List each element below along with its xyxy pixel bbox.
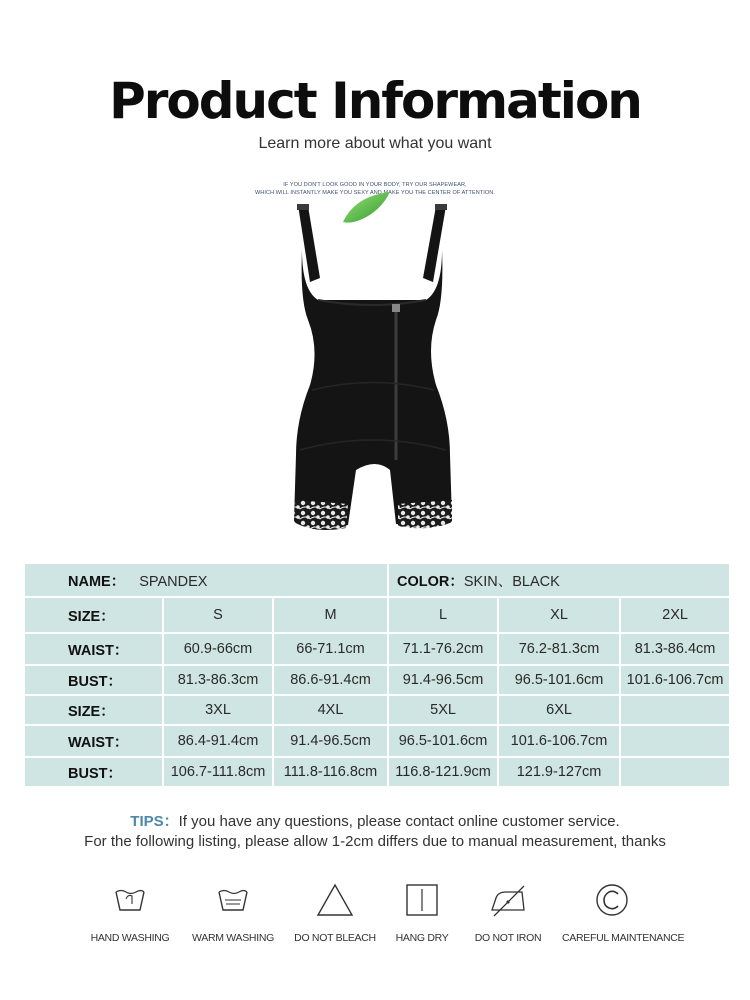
color-value: SKIN、BLACK [463, 573, 560, 590]
careful-maintenance-icon [592, 880, 632, 920]
care-label: CAREFUL MAINTENANCE [562, 932, 685, 944]
table-cell: 3XL [163, 695, 273, 725]
table-cell: 106.7-111.8cm [163, 757, 273, 787]
row-label: BUST： [24, 757, 163, 787]
table-cell: 4XL [273, 695, 388, 725]
row-label: SIZE： [24, 597, 163, 633]
page-subtitle: Learn more about what you want [258, 135, 492, 152]
table-cell: 111.8-116.8cm [273, 757, 388, 787]
care-instructions [80, 880, 685, 950]
right-lace [398, 500, 452, 528]
row-label: SIZE： [24, 695, 163, 725]
table-cell: 86.4-91.4cm [163, 725, 273, 757]
row-label: WAIST： [24, 633, 163, 665]
color-cell [388, 563, 730, 597]
table-cell [620, 725, 730, 757]
table-cell: 121.9-127cm [498, 757, 620, 787]
hang-dry-icon [402, 880, 442, 920]
table-cell: 71.1-76.2cm [388, 633, 498, 665]
care-item-warm-washing [183, 880, 283, 944]
table-cell: 91.4-96.5cm [388, 665, 498, 695]
table-cell [620, 757, 730, 787]
tips-text-1: If you have any questions, please contact online customer service. [178, 813, 620, 830]
material-cell [24, 563, 388, 597]
do-not-bleach-icon [315, 880, 355, 920]
table-cell: 116.8-121.9cm [388, 757, 498, 787]
table-cell [620, 695, 730, 725]
product-image [240, 170, 510, 550]
table-cell: 101.6-106.7cm [498, 725, 620, 757]
care-item-careful-maintenance [562, 880, 685, 944]
care-item-do-not-bleach [285, 880, 385, 944]
table-cell: 96.5-101.6cm [498, 665, 620, 695]
table-cell: S [163, 597, 273, 633]
warm-washing-icon [213, 880, 253, 920]
name-label: NAME： [68, 573, 126, 590]
table-cell: 86.6-91.4cm [273, 665, 388, 695]
tips-line-1 [0, 812, 750, 832]
hand-washing-icon [110, 880, 150, 920]
table-row [24, 695, 730, 725]
table-cell: 81.3-86.3cm [163, 665, 273, 695]
name-value: SPANDEX [139, 573, 208, 590]
care-item-hand-washing [80, 880, 180, 944]
table-cell: 66-71.1cm [273, 633, 388, 665]
color-label: COLOR： [397, 573, 464, 590]
care-label: HAND WASHING [90, 932, 170, 944]
row-label: WAIST： [24, 725, 163, 757]
row-label: BUST： [24, 665, 163, 695]
slogan-line-1: IF YOU DON'T LOOK GOOD IN YOUR BODY, TRY OUR SHAPEWEAR, [283, 182, 467, 188]
left-lace [294, 500, 348, 530]
care-item-do-not-iron [458, 880, 558, 944]
size-table [23, 562, 729, 786]
bodysuit-illustration [240, 170, 510, 550]
left-strap [298, 205, 320, 282]
do-not-iron-icon [488, 880, 528, 920]
table-cell: 2XL [620, 597, 730, 633]
table-cell: 76.2-81.3cm [498, 633, 620, 665]
slogan-line-2: WHICH WILL INSTANTLY MAKE YOU SEXY AND MAKE YOU THE CENTER OF ATTENTION. [255, 190, 495, 196]
tips [0, 812, 750, 852]
table-cell: L [388, 597, 498, 633]
table-cell: M [273, 597, 388, 633]
tips-text-2: For the following listing, please allow 1-2cm differs due to manual measurement, thanks [84, 833, 666, 850]
table-cell: 101.6-106.7cm [620, 665, 730, 695]
leaf-icon [343, 192, 390, 223]
table-cell: 60.9-66cm [163, 633, 273, 665]
table-cell: 91.4-96.5cm [273, 725, 388, 757]
care-label: WARM WASHING [192, 932, 274, 944]
table-row [24, 597, 730, 633]
table-cell: 5XL [388, 695, 498, 725]
table-row [24, 665, 730, 695]
tips-label: TIPS： [130, 813, 179, 830]
table-row [24, 757, 730, 787]
table-cell: 6XL [498, 695, 620, 725]
care-label: DO NOT BLEACH [294, 932, 376, 944]
table-row [24, 633, 730, 665]
material-color-row [24, 563, 730, 597]
care-label: DO NOT IRON [474, 932, 542, 944]
right-strap [423, 206, 446, 282]
page-title: Product Information [109, 72, 641, 130]
care-label: HANG DRY [395, 932, 449, 944]
care-item-hang-dry [372, 880, 472, 944]
table-cell: 96.5-101.6cm [388, 725, 498, 757]
table-cell: 81.3-86.4cm [620, 633, 730, 665]
table-row [24, 725, 730, 757]
table-cell: XL [498, 597, 620, 633]
